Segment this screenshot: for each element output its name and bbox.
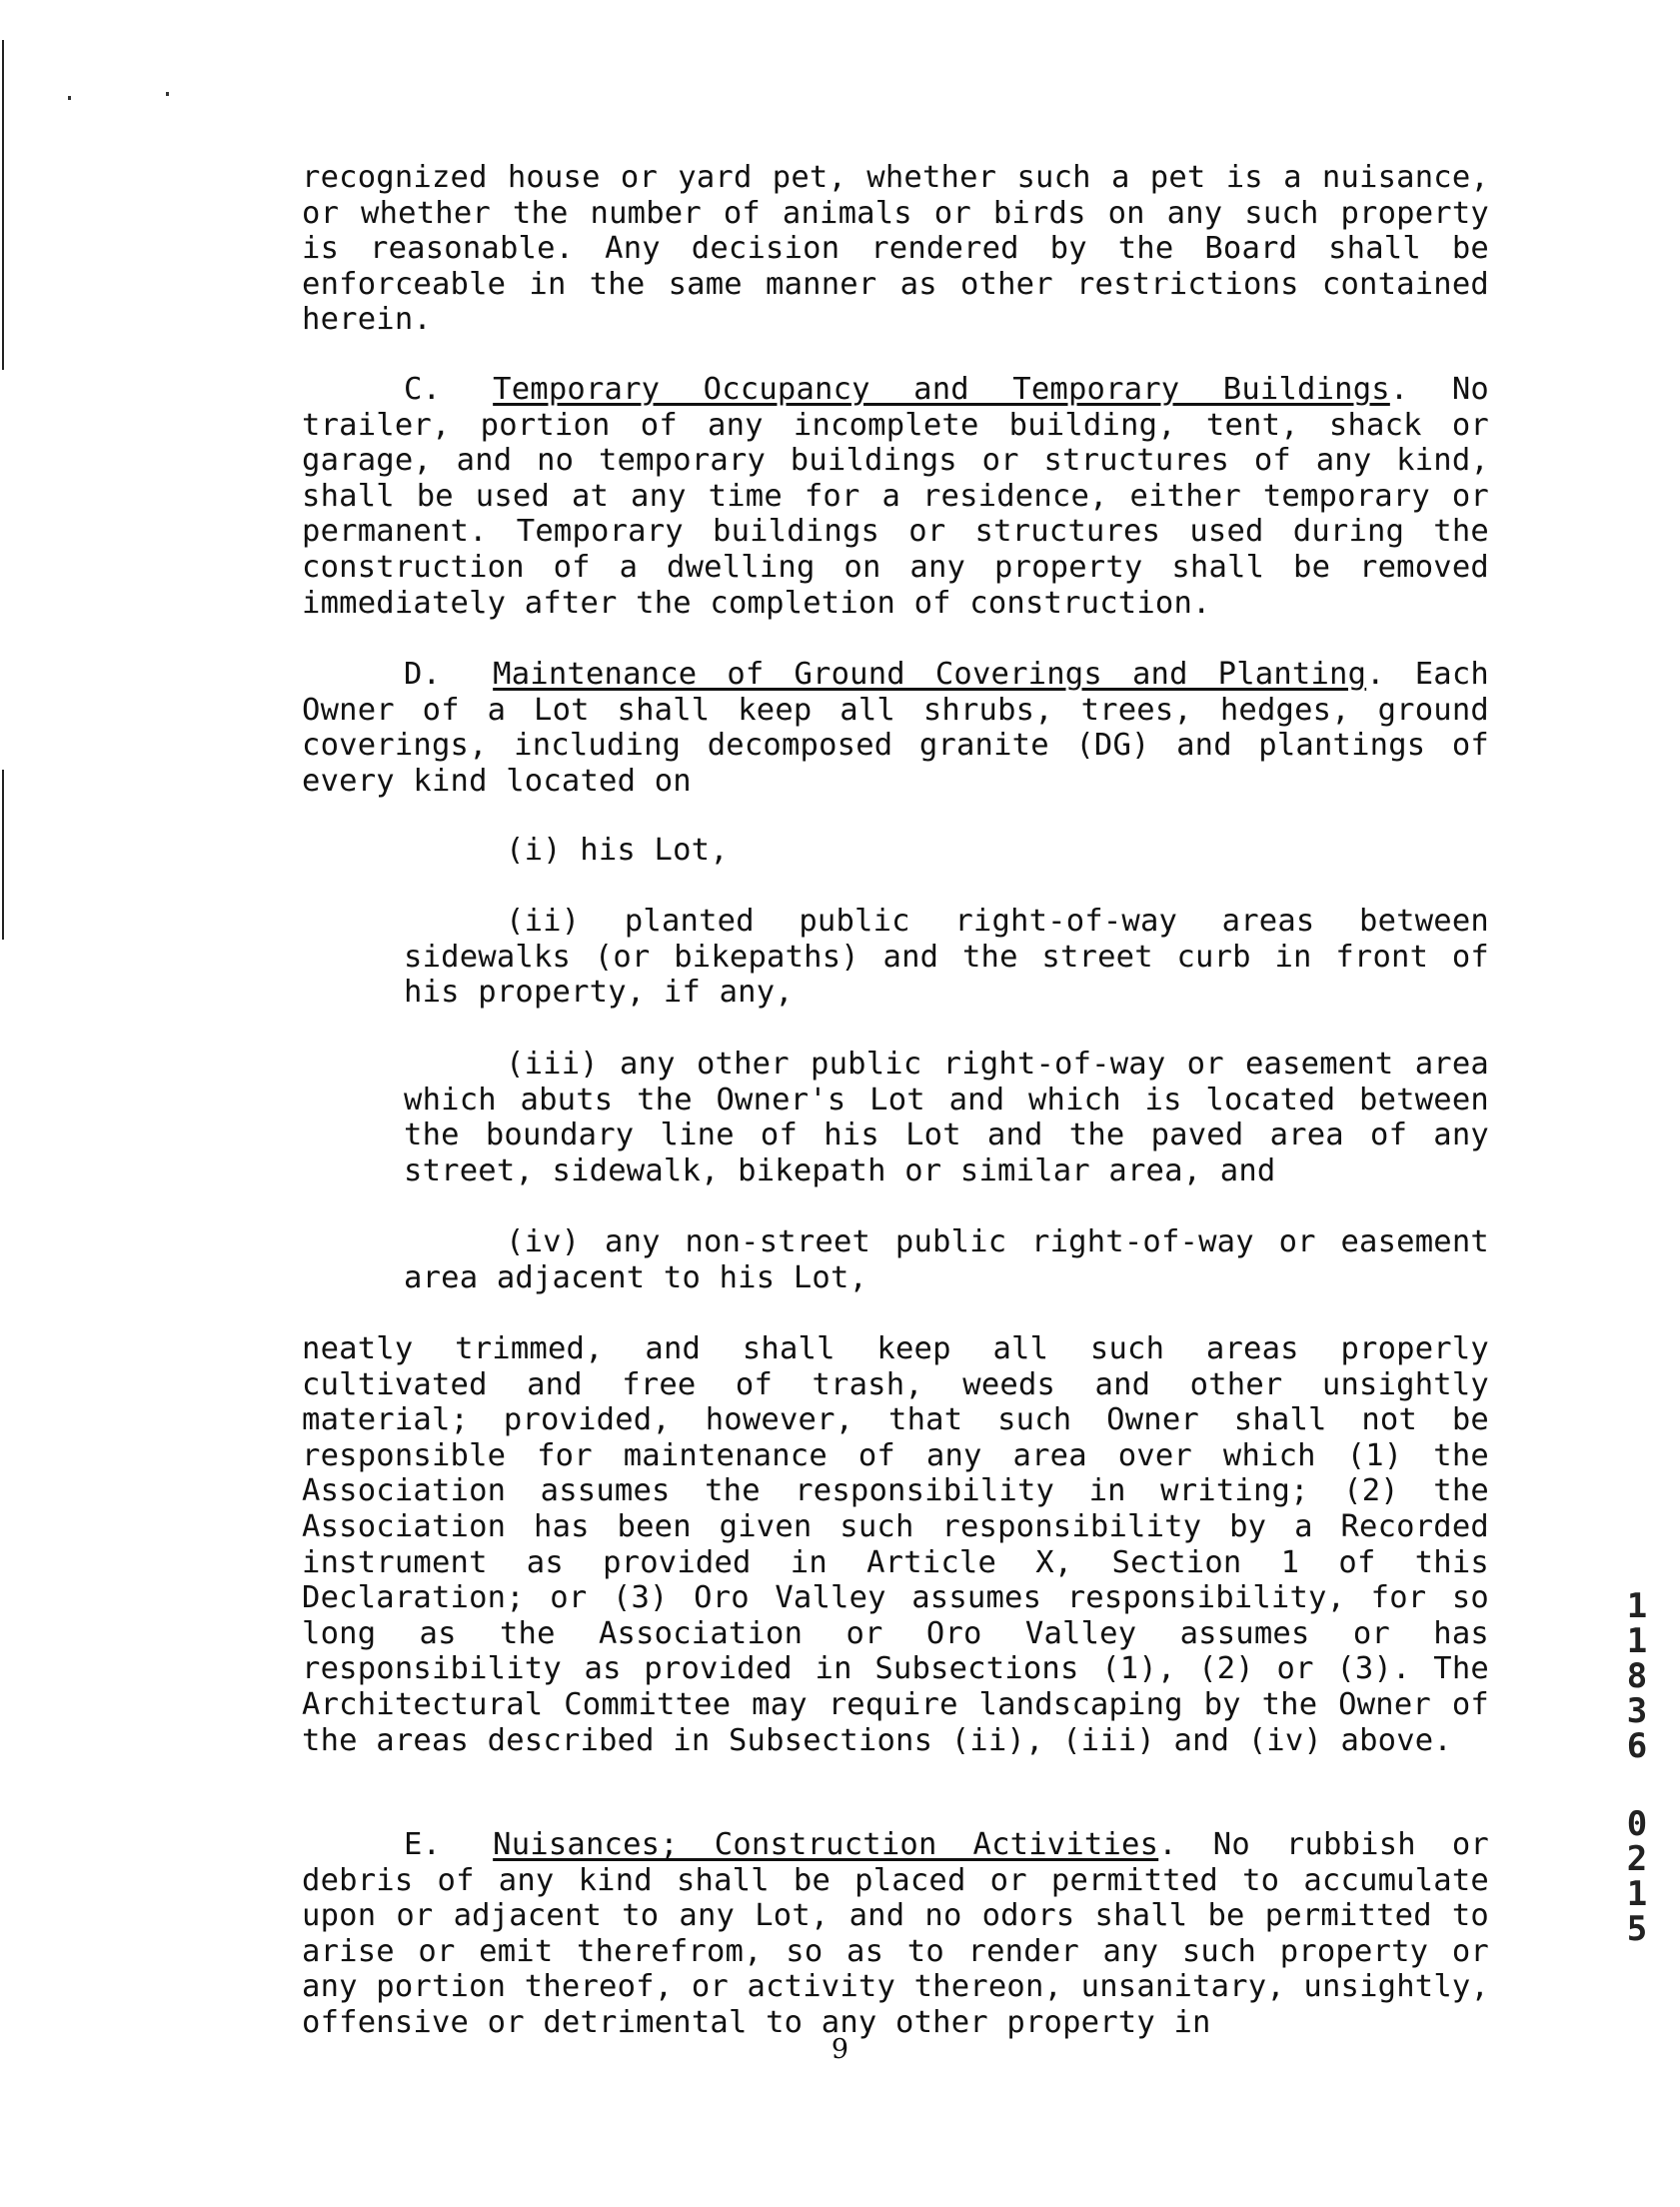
recording-stamp-bottom (1617, 1804, 1657, 1949)
stamp-digit: 6 (1626, 1726, 1648, 1766)
paragraph-neatly-trimmed: neatly trimmed, and shall keep all such areas properly cultivated and free of trash, weeds and other unsightly material; provided, however, that such Owner shall not be responsible for maintenance of any area over which (1) the Association assumes the responsibility in writing; (2) the Association has been given such responsibility by a Recorded instrument as provided in Article X, Section 1 of this Declaration; or (3) Oro Valley assumes responsibility, for so long as the Association or Oro Valley assumes or has responsibility as provided in Subsections (1), (2) or (3). The Architectural Committee may require landscaping by the Owner of the areas described in Subsections (ii), (iii) and (iv) above. (302, 1331, 1489, 1758)
section-e-heading: Nuisances; Construction Activities (493, 1827, 1159, 1862)
section-d-letter: D. (404, 657, 442, 692)
scan-margin-line (2, 770, 4, 940)
section-c-heading: Temporary Occupancy and Temporary Buildings (493, 372, 1390, 407)
list-item-iii (404, 1047, 1489, 1188)
section-e-letter: E. (404, 1827, 442, 1862)
section-c-letter: C. (404, 372, 442, 407)
list-item-i: (i) his Lot, (506, 833, 729, 868)
list-item-iii-text: (iii) any other public right-of-way or easement area which abuts the Owner's Lot and which is located between the boundary line of his Lot and the paved area of any street, sidewalk, bikepath or similar area, and (404, 1047, 1489, 1188)
stamp-digit: 3 (1626, 1691, 1648, 1731)
stamp-digit: 1 (1626, 1621, 1648, 1661)
section-d-body: . Each Owner of a Lot shall keep all shrubs, trees, hedges, ground coverings, including decomposed granite (DG) and plantings of every kind located on (302, 657, 1489, 799)
section-c-body: . No trailer, portion of any incomplete building, tent, shack or garage, and no temporary buildings or structures of any kind, shall be used at any time for a residence, either temporary or permanent. Temporary buildings or structures used during the construction of a dwelling on any property shall be removed immediately after the completion of construction. (302, 372, 1489, 621)
scan-speck (166, 92, 169, 96)
section-e-body: . No rubbish or debris of any kind shall be placed or permitted to accumulate upon or adjacent to any Lot, and no odors shall be permitted to arise or emit therefrom, so as to render any such property or any portion thereof, or activity thereon, unsanitary, unsightly, offensive or detrimental to any other property in (302, 1827, 1490, 2040)
list-item-iv-text: (iv) any non-street public right-of-way or easement area adjacent to his Lot, (404, 1224, 1489, 1295)
list-item-ii-text: (ii) planted public right-of-way areas between sidewalks (or bikepaths) and the street curb in front of his property, if any, (404, 904, 1489, 1011)
paragraph-pet-nuisance: recognized house or yard pet, whether such a pet is a nuisance, or whether the number of animals or birds on any such property is reasonable. Any decision rendered by the Board shall be enforceable in the same manner as other restrictions contained herein. (302, 160, 1489, 338)
stamp-digit: 0 (1626, 1804, 1648, 1844)
stamp-digit: 1 (1626, 1874, 1648, 1914)
section-e-paragraph (302, 1827, 1489, 2041)
section-d-paragraph (302, 657, 1489, 799)
scan-speck (68, 96, 71, 100)
stamp-digit: 5 (1626, 1909, 1648, 1949)
recording-stamp-top (1617, 1586, 1657, 1766)
stamp-digit: 1 (1626, 1586, 1648, 1626)
scan-margin-line (2, 40, 4, 370)
page-number: 9 (831, 2034, 849, 2065)
stamp-digit: 8 (1626, 1656, 1648, 1696)
stamp-digit: 2 (1626, 1839, 1648, 1879)
section-c-paragraph (302, 372, 1489, 621)
list-item-iv (404, 1224, 1489, 1295)
section-d-heading: Maintenance of Ground Coverings and Planting (493, 657, 1367, 692)
list-item-ii (404, 904, 1489, 1011)
